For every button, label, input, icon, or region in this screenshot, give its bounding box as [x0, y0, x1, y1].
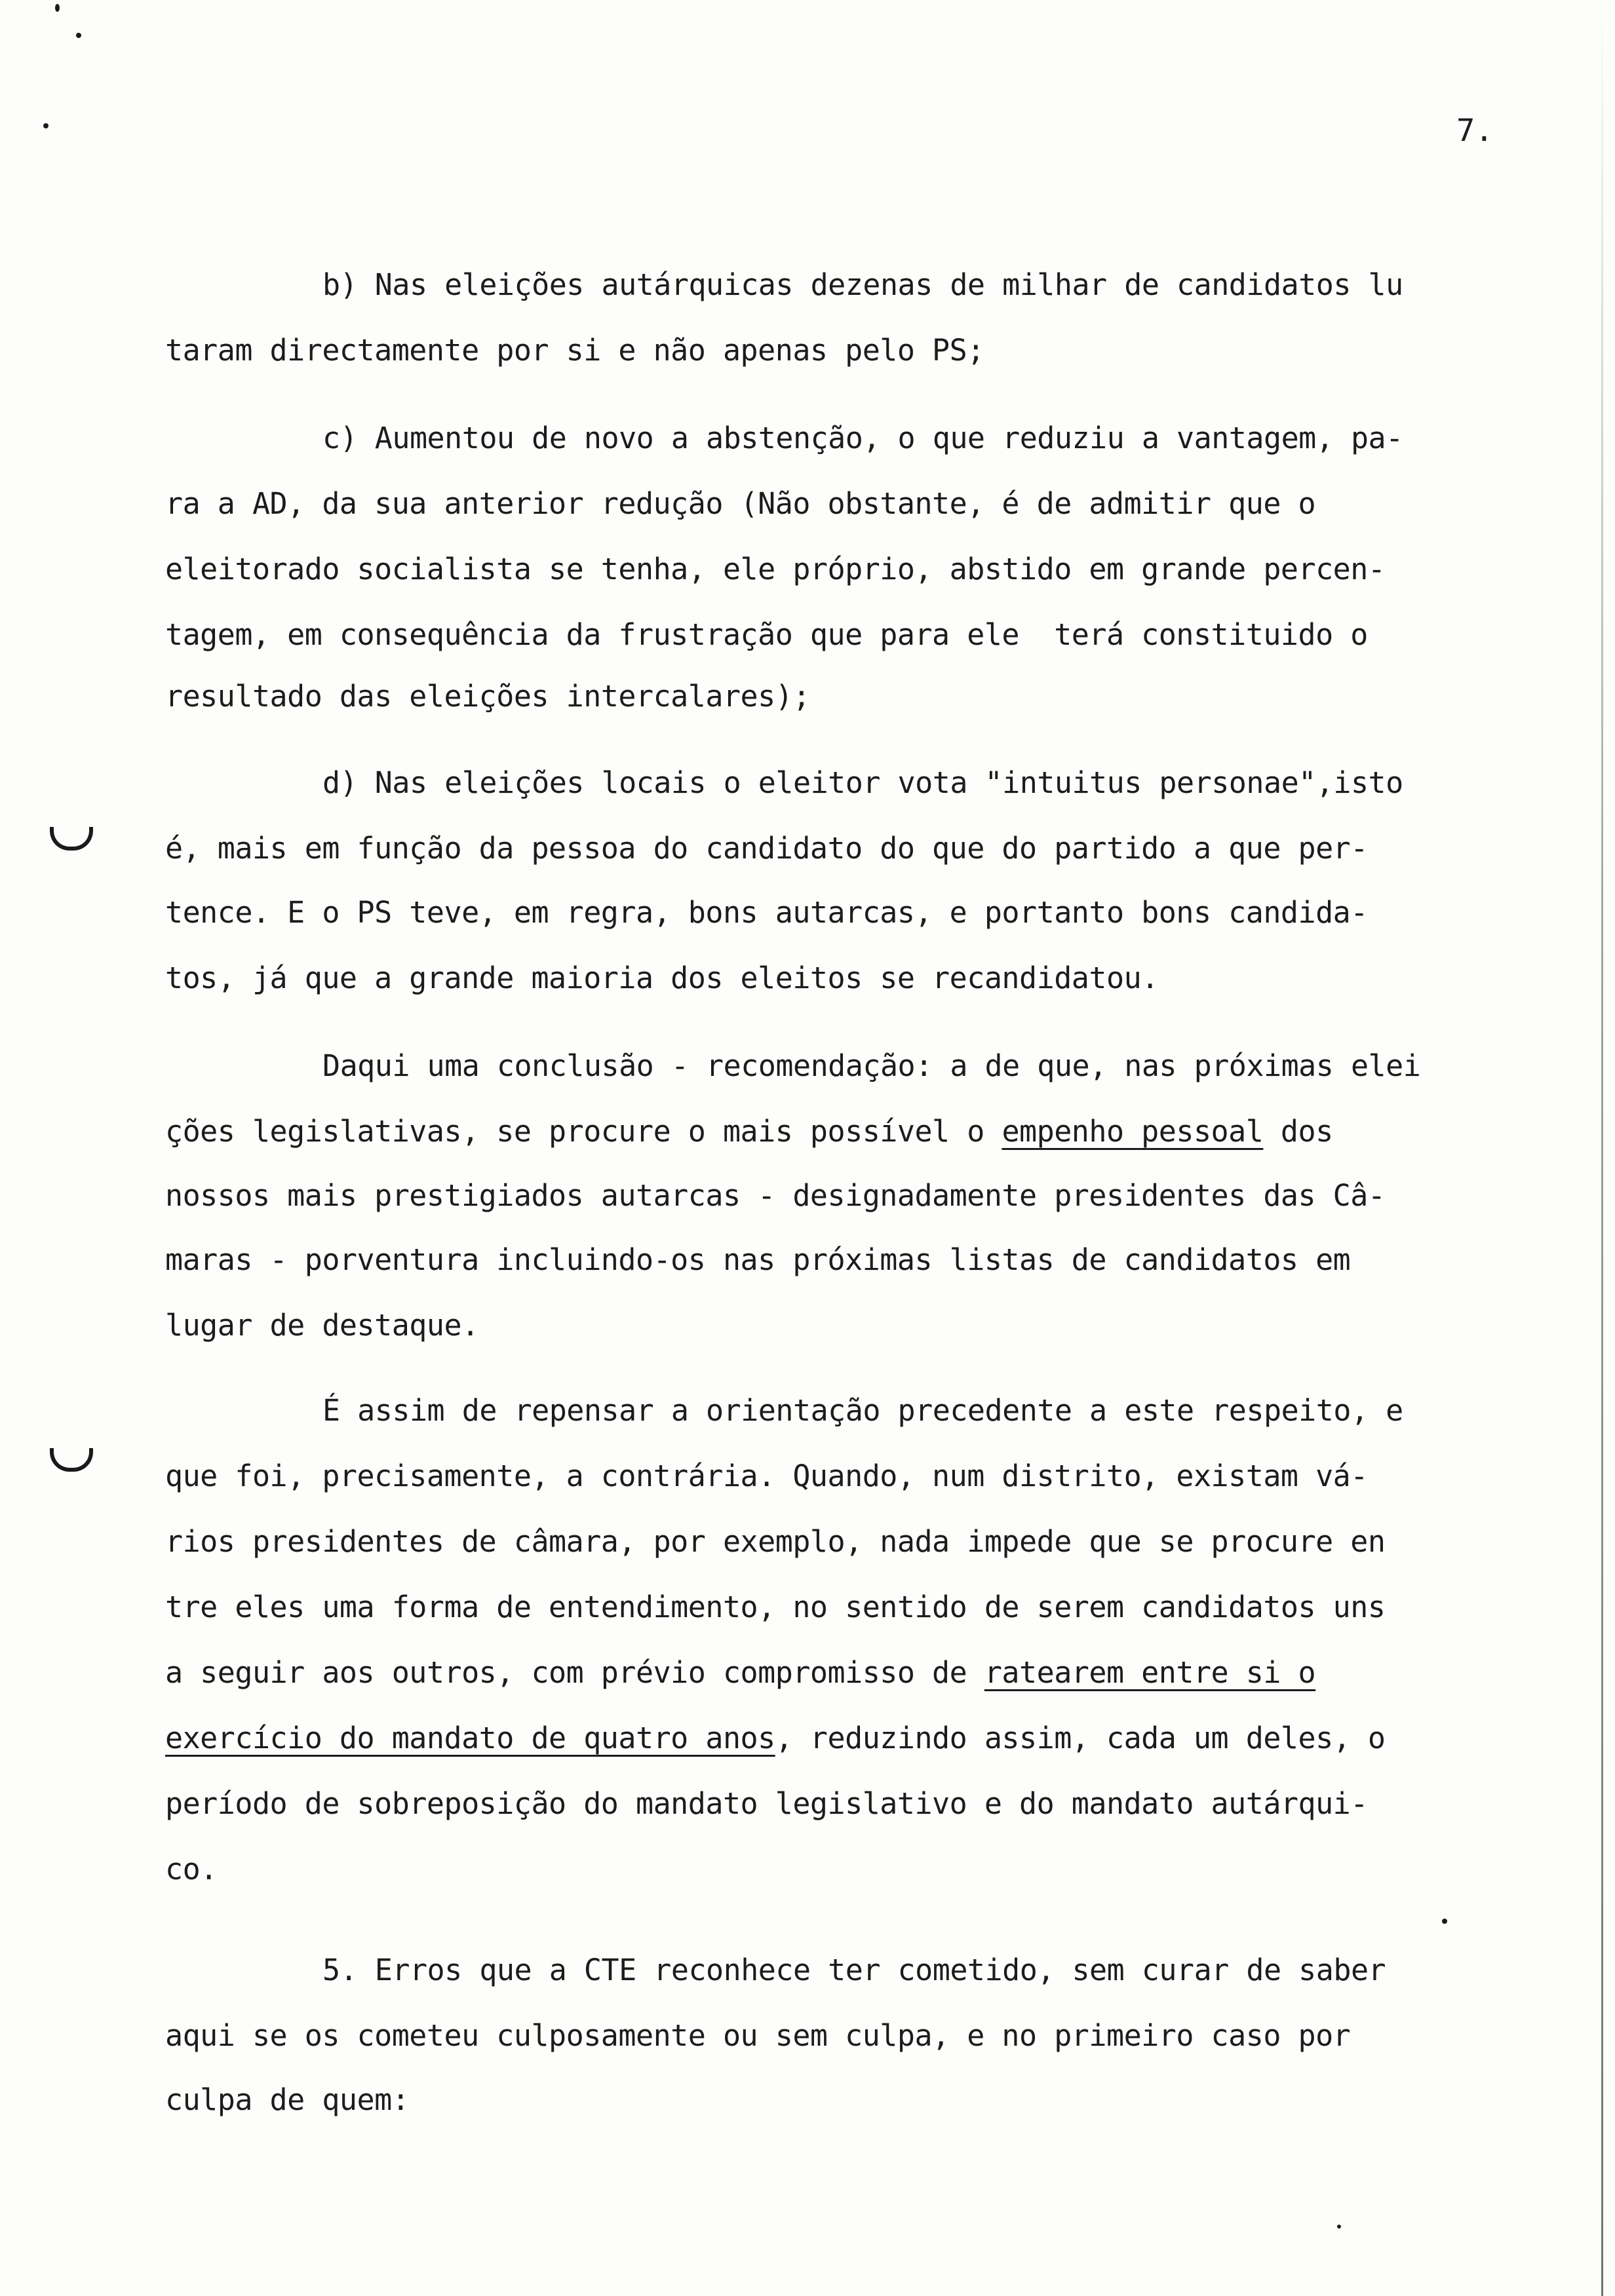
text-line: tre eles uma forma de entendimento, no sentido de serem candidatos uns — [165, 1590, 1386, 1624]
ink-speck — [55, 4, 60, 12]
text-line: maras - porventura incluindo-os nas próximas listas de candidatos em — [165, 1242, 1351, 1277]
text-line: b) Nas eleições autárquicas dezenas de milhar de candidatos lu — [322, 267, 1403, 302]
ink-speck — [43, 123, 49, 128]
text-line: período de sobreposição do mandato legislativo e do mandato autárqui- — [165, 1786, 1368, 1821]
text-line: co. — [165, 1852, 218, 1886]
ink-speck — [76, 33, 81, 38]
text-line: lugar de destaque. — [165, 1308, 479, 1343]
text-line: nossos mais prestigiados autarcas - designadamente presidentes das Câ- — [165, 1178, 1386, 1213]
text-line: É assim de repensar a orientação precedente a este respeito, e — [322, 1393, 1403, 1428]
text-line: c) Aumentou de novo a abstenção, o que reduziu a vantagem, pa- — [322, 421, 1403, 455]
text-line: tence. E o PS teve, em regra, bons autarcas, e portanto bons candida- — [165, 895, 1368, 930]
text-line — [165, 1655, 1316, 1690]
ink-speck — [1337, 2225, 1341, 2229]
text-segment: ções legislativas, se procure o mais possível o — [165, 1114, 1002, 1149]
text-line: ra a AD, da sua anterior redução (Não obstante, é de admitir que o — [165, 486, 1316, 521]
text-segment: dos — [1263, 1114, 1333, 1149]
page-edge-shadow — [1601, 0, 1603, 2296]
text-line: rios presidentes de câmara, por exemplo, nada impede que se procure en — [165, 1524, 1386, 1559]
text-line: taram directamente por si e não apenas pelo PS; — [165, 333, 984, 368]
text-segment: , reduzindo assim, cada um deles, o — [775, 1721, 1386, 1755]
text-line: que foi, precisamente, a contrária. Quando, num distrito, existam vá- — [165, 1459, 1368, 1493]
text-line: tagem, em consequência da frustração que para ele terá constituido o — [165, 617, 1368, 652]
text-line: aqui se os cometeu culposamente ou sem culpa, e no primeiro caso por — [165, 2018, 1351, 2053]
text-line: resultado das eleições intercalares); — [165, 679, 810, 714]
margin-check-mark — [50, 1448, 93, 1472]
underlined-phrase: ratearem entre si o — [984, 1655, 1316, 1690]
text-line: tos, já que a grande maioria dos eleitos se recandidatou. — [165, 961, 1159, 995]
page-number: 7. — [1456, 113, 1494, 149]
underlined-phrase: exercício do mandato de quatro anos — [165, 1721, 775, 1755]
text-line: Daqui uma conclusão - recomendação: a de que, nas próximas elei — [322, 1048, 1421, 1083]
text-line — [165, 1114, 1333, 1149]
underlined-phrase: empenho pessoal — [1002, 1114, 1264, 1149]
text-line: culpa de quem: — [165, 2082, 410, 2117]
text-line: é, mais em função da pessoa do candidato do que do partido a que per- — [165, 831, 1368, 866]
text-line: 5. Erros que a CTE reconhece ter cometido, sem curar de saber — [322, 1953, 1386, 1987]
text-line: d) Nas eleições locais o eleitor vota "intuitus personae",isto — [322, 765, 1403, 800]
margin-check-mark — [50, 827, 93, 851]
ink-speck — [1442, 1919, 1447, 1924]
text-segment: a seguir aos outros, com prévio compromisso de — [165, 1655, 984, 1690]
text-line — [165, 1723, 1385, 1753]
text-line: eleitorado socialista se tenha, ele próprio, abstido em grande percen- — [165, 552, 1386, 586]
